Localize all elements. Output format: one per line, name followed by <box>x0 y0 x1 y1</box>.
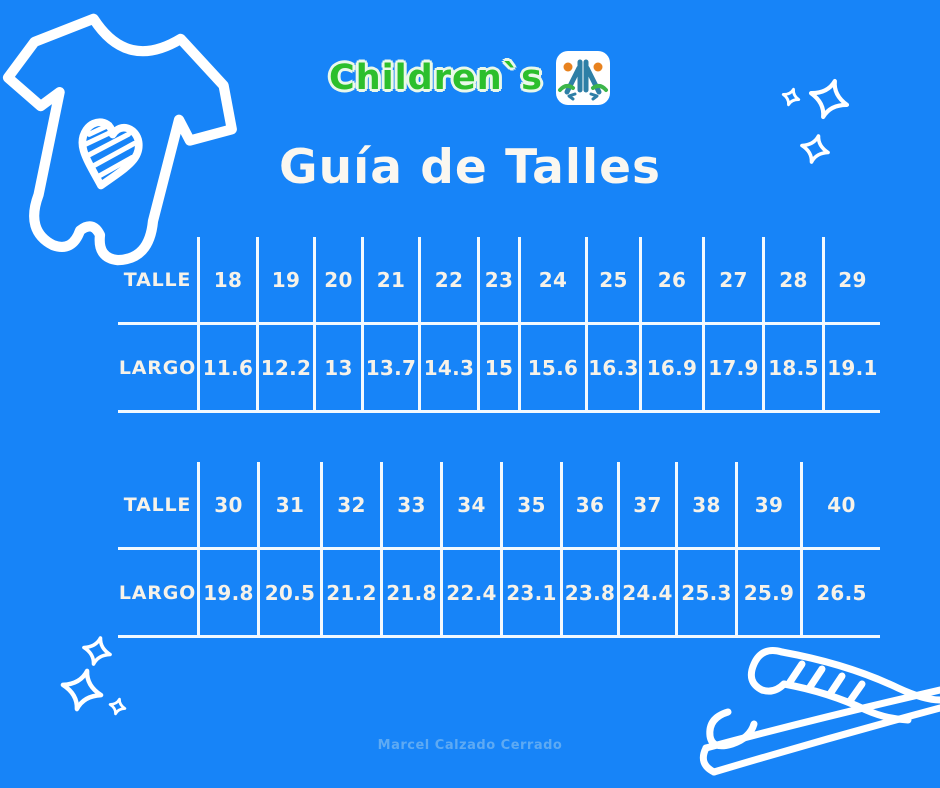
table-cell: 21.8 <box>380 550 440 635</box>
sneaker-illustration <box>698 640 940 788</box>
table-cell: 22 <box>418 237 477 322</box>
table-cell: 16.9 <box>639 325 702 410</box>
brand-logo <box>0 46 940 110</box>
table-cell: 23 <box>477 237 518 322</box>
table-cell: 22.4 <box>440 550 500 635</box>
table-cell: 33 <box>380 462 440 547</box>
table-cell: 25.3 <box>675 550 735 635</box>
table-cell: 24.4 <box>617 550 675 635</box>
sparkles-icon <box>52 632 147 742</box>
table-cell: 26 <box>639 237 702 322</box>
table-cell: 16.3 <box>585 325 639 410</box>
table-cell: 25 <box>585 237 639 322</box>
table-row-talle <box>118 237 880 325</box>
table-cell: 23.8 <box>560 550 617 635</box>
table-cell: 35 <box>500 462 560 547</box>
table-cell: 11.6 <box>197 325 256 410</box>
row-label: TALLE <box>123 493 192 516</box>
row-label: LARGO <box>118 356 197 379</box>
table-cell: 19.1 <box>822 325 880 410</box>
table-row-largo <box>118 325 880 413</box>
table-cell: 26.5 <box>800 550 880 635</box>
children-logo-icon <box>555 50 611 106</box>
table-cell: 23.1 <box>500 550 560 635</box>
table-cell: 13 <box>313 325 361 410</box>
size-table-1 <box>118 237 880 413</box>
table-cell: 28 <box>762 237 822 322</box>
table-cell: 19.8 <box>197 550 257 635</box>
table-cell: 34 <box>440 462 500 547</box>
table-cell: 25.9 <box>735 550 800 635</box>
table-cell: 40 <box>800 462 880 547</box>
table-cell: 39 <box>735 462 800 547</box>
size-table-2 <box>118 462 880 638</box>
table-cell: 36 <box>560 462 617 547</box>
table-cell: 18.5 <box>762 325 822 410</box>
row-label: TALLE <box>123 268 192 291</box>
table-cell: 38 <box>675 462 735 547</box>
table-cell: 37 <box>617 462 675 547</box>
table-cell: 20 <box>313 237 361 322</box>
table-row-largo <box>118 550 880 638</box>
table-cell: 32 <box>320 462 380 547</box>
table-cell: 15.6 <box>518 325 585 410</box>
table-cell: 20.5 <box>257 550 320 635</box>
footer-credit: Marcel Calzado Cerrado <box>377 738 563 753</box>
brand-name: Children`s <box>329 58 543 98</box>
table-cell: 15 <box>477 325 518 410</box>
table-cell: 21.2 <box>320 550 380 635</box>
table-cell: 18 <box>197 237 256 322</box>
table-cell: 24 <box>518 237 585 322</box>
table-cell: 27 <box>702 237 762 322</box>
table-row-talle <box>118 462 880 550</box>
table-cell: 17.9 <box>702 325 762 410</box>
page-title: Guía de Talles <box>279 140 661 195</box>
table-cell: 13.7 <box>361 325 418 410</box>
table-cell: 30 <box>197 462 257 547</box>
row-label: LARGO <box>118 581 197 604</box>
table-cell: 29 <box>822 237 880 322</box>
table-cell: 12.2 <box>256 325 313 410</box>
table-cell: 21 <box>361 237 418 322</box>
table-cell: 14.3 <box>418 325 477 410</box>
table-cell: 19 <box>256 237 313 322</box>
table-cell: 31 <box>257 462 320 547</box>
